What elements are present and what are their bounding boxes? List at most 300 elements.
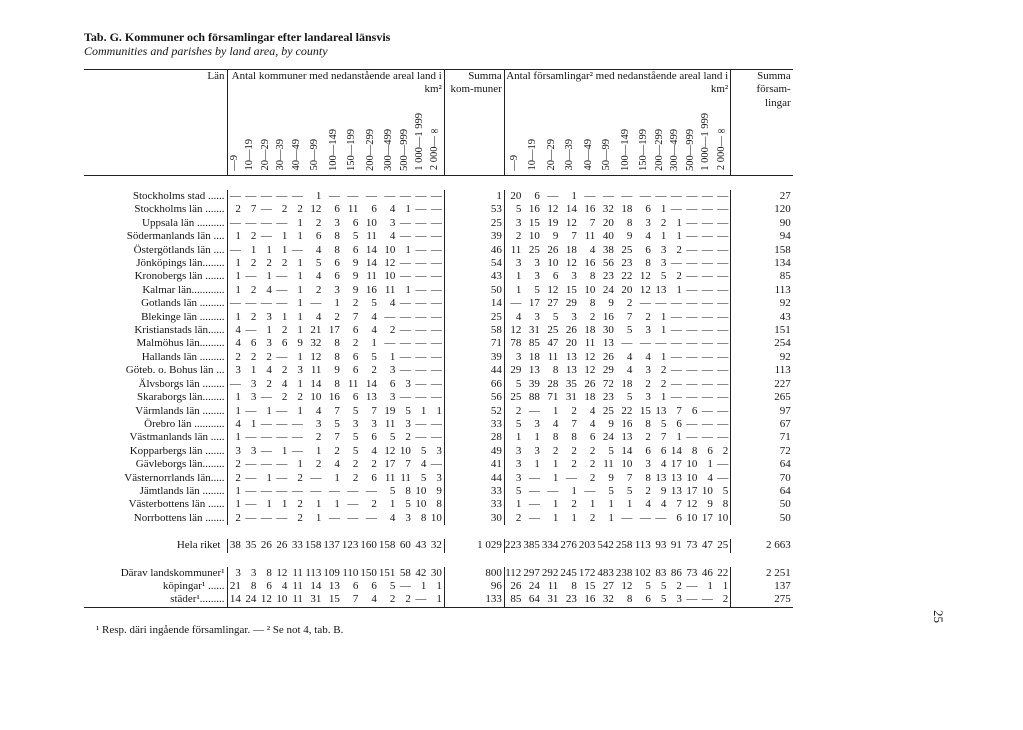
kommuner-count-cell: 11 — [400, 471, 411, 484]
kommuner-count-cell: — — [399, 324, 411, 337]
summa-kommuner-cell: 1 029 — [444, 539, 504, 552]
kommuner-count-cell: — — [430, 216, 442, 229]
kommuner-count-cell: 38 — [227, 539, 243, 552]
forsamlingar-count-cell: — — [717, 350, 729, 363]
forsamlingar-count-cell: — — [528, 471, 540, 484]
forsamlingar-count-cell: 6 — [691, 404, 698, 417]
forsamlingar-count-cell: 85 — [528, 337, 540, 350]
kommuner-count-cell: 7 — [342, 593, 361, 607]
forsamlingar-count-cell: 11 — [584, 337, 596, 350]
kommuner-count-cell: — — [276, 216, 288, 229]
summa-forsamlingar-cell: 72 — [731, 445, 793, 458]
kommuner-count-cell: 2 — [297, 391, 303, 404]
forsamlingar-count-cell: 1 — [707, 458, 713, 471]
kommuner-count-cell: 12 — [258, 593, 274, 607]
kommuner-count-cell: 2 — [371, 498, 377, 511]
forsamlingar-count-cell: — — [701, 257, 713, 270]
kommuner-count-cell: — — [430, 310, 442, 323]
kommuner-count-cell: 1 — [227, 498, 243, 511]
forsamlingar-count-cell: — — [717, 243, 729, 256]
kommuner-count-cell: — — [328, 511, 340, 524]
kommuner-count-cell: 3 — [315, 417, 322, 430]
table-row — [84, 364, 793, 377]
forsamlingar-count-cell: 2 — [571, 444, 577, 457]
forsamlingar-count-cell: — — [701, 431, 713, 444]
forsamlingar-count-cell: 31 — [565, 391, 577, 404]
kommuner-count-cell: 2 — [297, 203, 303, 216]
kommuner-count-cell: — — [260, 431, 272, 444]
kommuner-count-cell: 3 — [436, 444, 442, 457]
table-row — [84, 257, 793, 270]
kommuner-count-cell: 1 — [297, 216, 303, 229]
forsamlingar-count-cell: — — [717, 270, 729, 283]
kommuner-count-cell: 3 — [250, 391, 257, 404]
kommuner-count-cell: 1 — [266, 243, 272, 256]
forsamlingar-count-cell: — — [701, 230, 713, 243]
kommuner-count-cell: 19 — [384, 404, 396, 417]
forsamlingar-count-cell: 1 — [571, 511, 577, 524]
kommuner-count-cell: — — [399, 391, 411, 404]
table-subtitle: Communities and parishes by land area, by county — [84, 44, 328, 58]
forsamlingar-count-cell: 26 — [602, 350, 614, 363]
forsamlingar-count-cell: 292 — [541, 566, 559, 579]
kommuner-count-cell: 2 — [266, 377, 272, 390]
kommuner-count-cell: 1 — [281, 498, 288, 511]
forsamlingar-count-cell: 1 — [626, 498, 633, 511]
forsamlingar-count-cell: — — [717, 431, 729, 444]
kommuner-count-cell: 2 — [227, 458, 243, 471]
county-name: Hallands län ......... — [141, 350, 225, 363]
forsamlingar-count-cell: — — [717, 283, 729, 296]
forsamlingar-count-cell: 1 — [722, 579, 729, 592]
kommuner-count-cell: 14 — [365, 377, 377, 390]
forsamlingar-count-cell: 2 — [552, 444, 559, 457]
county-name: Jönköpings län........ — [136, 257, 225, 270]
forsamlingar-interval-header — [560, 107, 579, 176]
forsamlingar-count-cell: 16 — [602, 310, 614, 323]
forsamlingar-count-cell: 7 — [571, 417, 577, 430]
forsamlingar-count-cell: — — [686, 230, 698, 243]
kommuner-count-cell: 7 — [352, 310, 359, 323]
kommuner-interval-header — [360, 107, 379, 176]
kommuner-count-cell: 3 — [436, 471, 442, 484]
kommuner-count-cell: 5 — [420, 444, 427, 457]
forsamlingar-count-cell: — — [717, 458, 729, 471]
forsamlingar-count-cell: 4 — [552, 417, 559, 430]
summa-forsamlingar-cell: 265 — [731, 391, 793, 404]
kommuner-count-cell: 11 — [366, 230, 377, 243]
kommuner-count-cell: — — [415, 417, 427, 430]
kommuner-count-cell: 2 — [397, 593, 413, 607]
forsamlingar-interval-header — [668, 107, 684, 176]
forsamlingar-count-cell: 13 — [565, 350, 577, 363]
kommuner-count-cell: — — [276, 417, 288, 430]
forsamlingar-count-cell: — — [670, 391, 682, 404]
kommuner-count-cell: 2 — [315, 283, 322, 296]
forsamlingar-count-cell: 39 — [528, 377, 540, 390]
forsamlingar-count-cell: — — [686, 190, 698, 202]
kommuner-count-cell: — — [245, 431, 257, 444]
kommuner-count-cell: 3 — [250, 377, 257, 390]
kommuner-count-cell: — — [399, 337, 411, 350]
kommuner-count-cell: 5 — [315, 257, 322, 270]
summa-forsamlingar-cell: 70 — [731, 472, 793, 485]
kommuner-count-cell: 11 — [384, 283, 396, 296]
kommuner-count-cell: 1 — [297, 404, 303, 417]
kommuner-count-cell: — — [227, 217, 243, 230]
forsamlingar-count-cell: 1 — [504, 284, 523, 297]
forsamlingar-count-cell: 5 — [504, 418, 523, 431]
kommuner-count-cell: 6 — [352, 324, 359, 337]
forsamlingar-count-cell: 9 — [660, 484, 667, 497]
kommuner-count-cell: 3 — [266, 337, 272, 350]
kommuner-count-cell: 1 — [266, 498, 272, 511]
forsamlingar-count-cell: 12 — [686, 498, 698, 511]
kommuner-count-cell: 10 — [415, 498, 427, 511]
forsamlingar-count-cell: 1 — [589, 498, 596, 511]
summa-kommuner-cell: 14 — [444, 297, 504, 310]
kommuner-count-cell: 7 — [334, 431, 340, 444]
forsamlingar-count-cell: 22 — [621, 270, 633, 283]
summa-kommuner-cell: 56 — [444, 391, 504, 404]
kommuner-count-cell: 26 — [260, 539, 272, 552]
forsamlingar-count-cell: 6 — [707, 444, 713, 457]
kommuner-interval-header — [342, 107, 361, 176]
kommuner-count-cell: — — [276, 404, 288, 417]
kommuner-count-cell: — — [260, 203, 272, 216]
county-name: Malmöhus län......... — [136, 337, 225, 350]
forsamlingar-count-cell: 83 — [655, 566, 667, 579]
kommuner-count-cell: 10 — [399, 444, 411, 457]
kommuner-count-cell: — — [415, 337, 427, 350]
kommuner-count-cell: 32 — [310, 337, 322, 350]
kommuner-count-cell: 2 — [405, 431, 411, 444]
kommuner-count-cell: 1 — [297, 350, 303, 363]
kommuner-count-cell: 5 — [405, 404, 411, 417]
kommuner-count-cell: — — [245, 324, 257, 337]
kommuner-count-cell: — — [347, 190, 359, 202]
county-name: Södermanlands län .... — [126, 230, 225, 243]
kommuner-count-cell: — — [291, 484, 303, 497]
forsamlingar-count-cell: 17 — [686, 484, 698, 497]
kommuner-count-cell: 1 — [315, 190, 322, 202]
forsamlingar-count-cell: 4 — [645, 498, 651, 511]
kommuner-count-cell: — — [430, 350, 442, 363]
forsamlingar-count-cell: 24 — [528, 579, 540, 592]
county-name: Kristianstads län...... — [134, 324, 225, 337]
kommuner-count-cell: 8 — [250, 579, 257, 592]
kommuner-count-cell: 1 — [371, 337, 377, 350]
kommuner-count-cell: — — [365, 484, 377, 497]
summa-forsamlingar-cell: 94 — [731, 230, 793, 243]
forsamlingar-count-cell: 3 — [645, 391, 651, 404]
kommuner-count-cell: — — [399, 579, 411, 592]
kommuner-count-cell: — — [245, 511, 257, 524]
forsamlingar-count-cell: 2 — [589, 471, 596, 484]
kommuner-count-cell: — — [430, 297, 442, 310]
forsamlingar-count-cell: — — [547, 484, 559, 497]
kommuner-count-cell: 4 — [389, 511, 396, 524]
forsamlingar-count-cell: — — [639, 190, 651, 202]
kommuner-count-cell: — — [430, 377, 442, 390]
table-row — [84, 203, 793, 216]
forsamlingar-count-cell: — — [686, 391, 698, 404]
county-name: Hela riket — [176, 539, 221, 552]
forsamlingar-count-cell: — — [528, 511, 540, 524]
kommuner-count-cell: 10 — [430, 511, 442, 524]
kommuner-count-cell: 3 — [405, 417, 411, 430]
forsamlingar-interval-header — [684, 107, 700, 176]
forsamlingar-count-cell: — — [701, 270, 713, 283]
forsamlingar-count-cell: — — [686, 243, 698, 256]
kommuner-count-cell: — — [365, 190, 377, 202]
forsamlingar-count-cell: 6 — [634, 593, 653, 607]
interval-label: 300—499 — [383, 128, 394, 171]
kommuner-count-cell: — — [276, 297, 288, 310]
kommuner-count-cell: 160 — [360, 539, 377, 552]
forsamlingar-count-cell: 3 — [504, 217, 523, 230]
forsamlingar-count-cell: — — [717, 230, 729, 243]
forsamlingar-count-cell: — — [701, 243, 713, 256]
forsamlingar-count-cell: 3 — [571, 270, 577, 283]
forsamlingar-count-cell: 64 — [523, 593, 542, 607]
kommuner-count-cell: 4 — [371, 444, 377, 457]
forsamlingar-count-cell: 385 — [523, 539, 540, 552]
kommuner-count-cell: — — [415, 350, 427, 363]
forsamlingar-count-cell: 3 — [504, 445, 523, 458]
kommuner-count-cell: 6 — [352, 364, 359, 377]
interval-label: 1 000—1 999 — [414, 112, 425, 171]
kommuner-count-cell: 6 — [281, 337, 288, 350]
forsamlingar-count-cell: 2 — [504, 230, 523, 243]
kommuner-count-cell: 3 — [334, 283, 340, 296]
table-row — [84, 418, 793, 431]
summa-kommuner-cell: 41 — [444, 458, 504, 471]
interval-label: 500—999 — [398, 128, 410, 171]
kommuner-count-cell: 31 — [305, 593, 324, 607]
summa-forsamlingar-cell: 43 — [731, 311, 793, 324]
kommuner-count-cell: 9 — [352, 270, 359, 283]
forsamlingar-count-cell: 5 — [608, 484, 614, 497]
forsamlingar-count-cell: 16 — [528, 203, 540, 216]
forsamlingar-count-cell: 542 — [597, 539, 614, 552]
county-name: Stockholms län ....... — [134, 203, 225, 216]
summa-kommuner-cell: 66 — [444, 378, 504, 391]
kommuner-count-cell: 1 — [315, 498, 322, 511]
forsamlingar-count-cell: 8 — [691, 444, 698, 457]
summa-forsamlingar-cell: 50 — [731, 512, 793, 525]
forsamlingar-count-cell: 20 — [602, 216, 614, 229]
summa-forsamlingar-cell: 92 — [731, 297, 793, 310]
table-row — [84, 324, 793, 337]
forsamlingar-count-cell: 9 — [608, 297, 614, 310]
forsamlingar-count-cell: 1 — [552, 458, 559, 471]
forsamlingar-count-cell: 5 — [626, 324, 633, 337]
forsamlingar-count-cell: 72 — [602, 377, 614, 390]
table-row — [84, 297, 793, 310]
summa-forsamlingar-cell: 275 — [731, 593, 793, 607]
kommuner-count-cell: 2 — [266, 257, 272, 270]
county-name: Norrbottens län ....... — [133, 511, 225, 524]
kommuner-count-cell: — — [430, 431, 442, 444]
kommuner-count-cell: 13 — [328, 579, 340, 592]
kommuner-count-cell: 3 — [297, 364, 303, 377]
forsamlingar-count-cell: 1 — [676, 431, 682, 444]
interval-label: 10—19 — [527, 139, 539, 171]
kommuner-count-cell: — — [430, 417, 442, 430]
forsamlingar-count-cell: 91 — [670, 539, 682, 552]
forsamlingar-count-cell: 15 — [565, 283, 577, 296]
forsamlingar-count-cell: 223 — [504, 539, 522, 552]
forsamlingar-count-cell: — — [670, 203, 682, 216]
forsamlingar-count-cell: 7 — [676, 404, 682, 417]
forsamlingar-count-cell: 10 — [717, 511, 729, 524]
kommuner-count-cell: 6 — [352, 579, 359, 592]
summa-forsamlingar-cell: 113 — [731, 364, 793, 377]
interval-label: 200—299 — [364, 128, 376, 171]
kommuner-count-cell: 10 — [365, 216, 377, 229]
forsamlingar-count-cell: 11 — [547, 579, 559, 592]
forsamlingar-count-cell: 1 — [608, 498, 614, 511]
summa-forsamlingar-cell: 85 — [731, 270, 793, 283]
forsamlingar-count-cell: 8 — [571, 579, 577, 592]
table-row — [84, 458, 793, 471]
kommuner-count-cell: 1 — [405, 283, 411, 296]
forsamlingar-count-cell: 2 — [715, 593, 731, 607]
forsamlingar-count-cell: 7 — [589, 216, 596, 229]
kommuner-count-cell: — — [415, 391, 427, 404]
forsamlingar-count-cell: — — [717, 364, 729, 377]
kommuner-count-cell: 10 — [310, 391, 322, 404]
table-row — [84, 230, 793, 243]
kommuner-interval-header — [323, 107, 342, 176]
kommuner-count-cell: 42 — [415, 566, 427, 579]
kommuner-count-cell: 3 — [405, 511, 411, 524]
forsamlingar-count-cell: 24 — [602, 283, 614, 296]
forsamlingar-count-cell: 25 — [621, 243, 633, 256]
kommuner-count-cell: 2 — [227, 203, 243, 216]
forsamlingar-count-cell: 1 — [504, 431, 523, 444]
kommuner-count-cell: 150 — [360, 566, 377, 579]
forsamlingar-count-cell: 29 — [602, 364, 614, 377]
table-row — [84, 431, 793, 444]
forsamlingar-count-cell: — — [686, 270, 698, 283]
kommuner-count-cell: — — [260, 230, 272, 243]
forsamlingar-count-cell: 22 — [717, 566, 729, 579]
forsamlingar-count-cell: — — [639, 337, 651, 350]
forsamlingar-count-cell: — — [686, 350, 698, 363]
forsamlingar-count-cell: 3 — [534, 270, 540, 283]
forsamlingar-count-cell: 1 — [571, 484, 577, 497]
forsamlingar-count-cell: 5 — [653, 593, 669, 607]
kommuner-count-cell: — — [260, 444, 272, 457]
kommuner-count-cell: — — [415, 190, 427, 202]
kommuner-count-cell: 32 — [430, 539, 442, 552]
forsamlingar-count-cell: 26 — [547, 243, 559, 256]
interval-label: 300—499 — [669, 128, 681, 171]
forsamlingar-count-cell: 2 — [589, 511, 596, 524]
forsamlingar-count-cell: 112 — [505, 566, 522, 579]
forsamlingar-count-cell: — — [701, 364, 713, 377]
forsamlingar-count-cell: 10 — [584, 283, 596, 296]
forsamlingar-count-cell: — — [670, 364, 682, 377]
kommuner-count-cell: 2 — [389, 324, 396, 337]
forsamlingar-count-cell: 16 — [584, 203, 596, 216]
kommuner-count-cell: 4 — [389, 203, 396, 216]
forsamlingar-count-cell: — — [701, 203, 713, 216]
kommuner-count-cell: 1 — [334, 471, 340, 484]
table-row — [84, 270, 793, 283]
forsamlingar-count-cell: 3 — [504, 458, 523, 471]
kommuner-count-cell: 2 — [352, 297, 359, 310]
forsamlingar-count-cell: 5 — [608, 444, 614, 457]
kommuner-count-cell: 11 — [292, 566, 303, 579]
interval-label: 30—39 — [564, 139, 576, 171]
header-lan: Län — [84, 70, 227, 176]
forsamlingar-count-cell: 2 — [589, 444, 596, 457]
forsamlingar-count-cell: — — [717, 377, 729, 390]
interval-label: 50—99 — [601, 139, 613, 171]
forsamlingar-count-cell: 18 — [621, 377, 633, 390]
forsamlingar-count-cell: 5 — [645, 579, 651, 592]
forsamlingar-count-cell: 2 — [660, 216, 667, 229]
kommuner-count-cell: 43 — [415, 539, 427, 552]
kommuner-count-cell: 110 — [342, 566, 359, 579]
forsamlingar-count-cell: 31 — [542, 593, 561, 607]
summa-forsamlingar-cell: 158 — [731, 244, 793, 257]
kommuner-count-cell: 5 — [405, 498, 411, 511]
kommuner-count-cell: — — [291, 190, 303, 202]
kommuner-count-cell: — — [347, 511, 359, 524]
kommuner-count-cell: 4 — [315, 270, 322, 283]
forsamlingar-count-cell: 88 — [528, 391, 540, 404]
forsamlingar-count-cell: — — [717, 203, 729, 216]
kommuner-count-cell: — — [430, 391, 442, 404]
forsamlingar-count-cell: 238 — [615, 566, 633, 579]
kommuner-count-cell: 2 — [281, 391, 288, 404]
kommuner-interval-header — [289, 107, 305, 176]
table-row — [84, 580, 793, 593]
kommuner-count-cell: 1 — [315, 511, 322, 524]
forsamlingar-count-cell: — — [686, 431, 698, 444]
kommuner-interval-header — [379, 107, 398, 176]
kommuner-count-cell: — — [227, 244, 243, 257]
forsamlingar-count-cell: 16 — [584, 257, 596, 270]
forsamlingar-count-cell: — — [701, 404, 713, 417]
kommuner-count-cell: 7 — [334, 404, 340, 417]
kommuner-count-cell: 14 — [310, 377, 322, 390]
table-row — [84, 405, 793, 418]
table-row — [84, 351, 793, 364]
summa-kommuner-cell: 39 — [444, 351, 504, 364]
kommuner-count-cell: 14 — [365, 243, 377, 256]
forsamlingar-count-cell: — — [584, 484, 596, 497]
forsamlingar-count-cell: 4 — [504, 311, 523, 324]
kommuner-count-cell: 9 — [436, 484, 442, 497]
kommuner-count-cell: — — [291, 417, 303, 430]
kommuner-count-cell: 11 — [384, 471, 396, 484]
kommuner-count-cell: 11 — [384, 417, 396, 430]
forsamlingar-count-cell: 4 — [626, 364, 633, 377]
forsamlingar-count-cell: — — [701, 216, 713, 229]
forsamlingar-count-cell: — — [717, 310, 729, 323]
county-name: Stockholms stad ...... — [132, 190, 225, 202]
forsamlingar-count-cell: 2 — [571, 498, 577, 511]
forsamlingar-count-cell: 2 — [645, 431, 651, 444]
kommuner-count-cell: 1 — [227, 284, 243, 297]
kommuner-count-cell: 7 — [405, 458, 411, 471]
table-row — [84, 485, 793, 498]
